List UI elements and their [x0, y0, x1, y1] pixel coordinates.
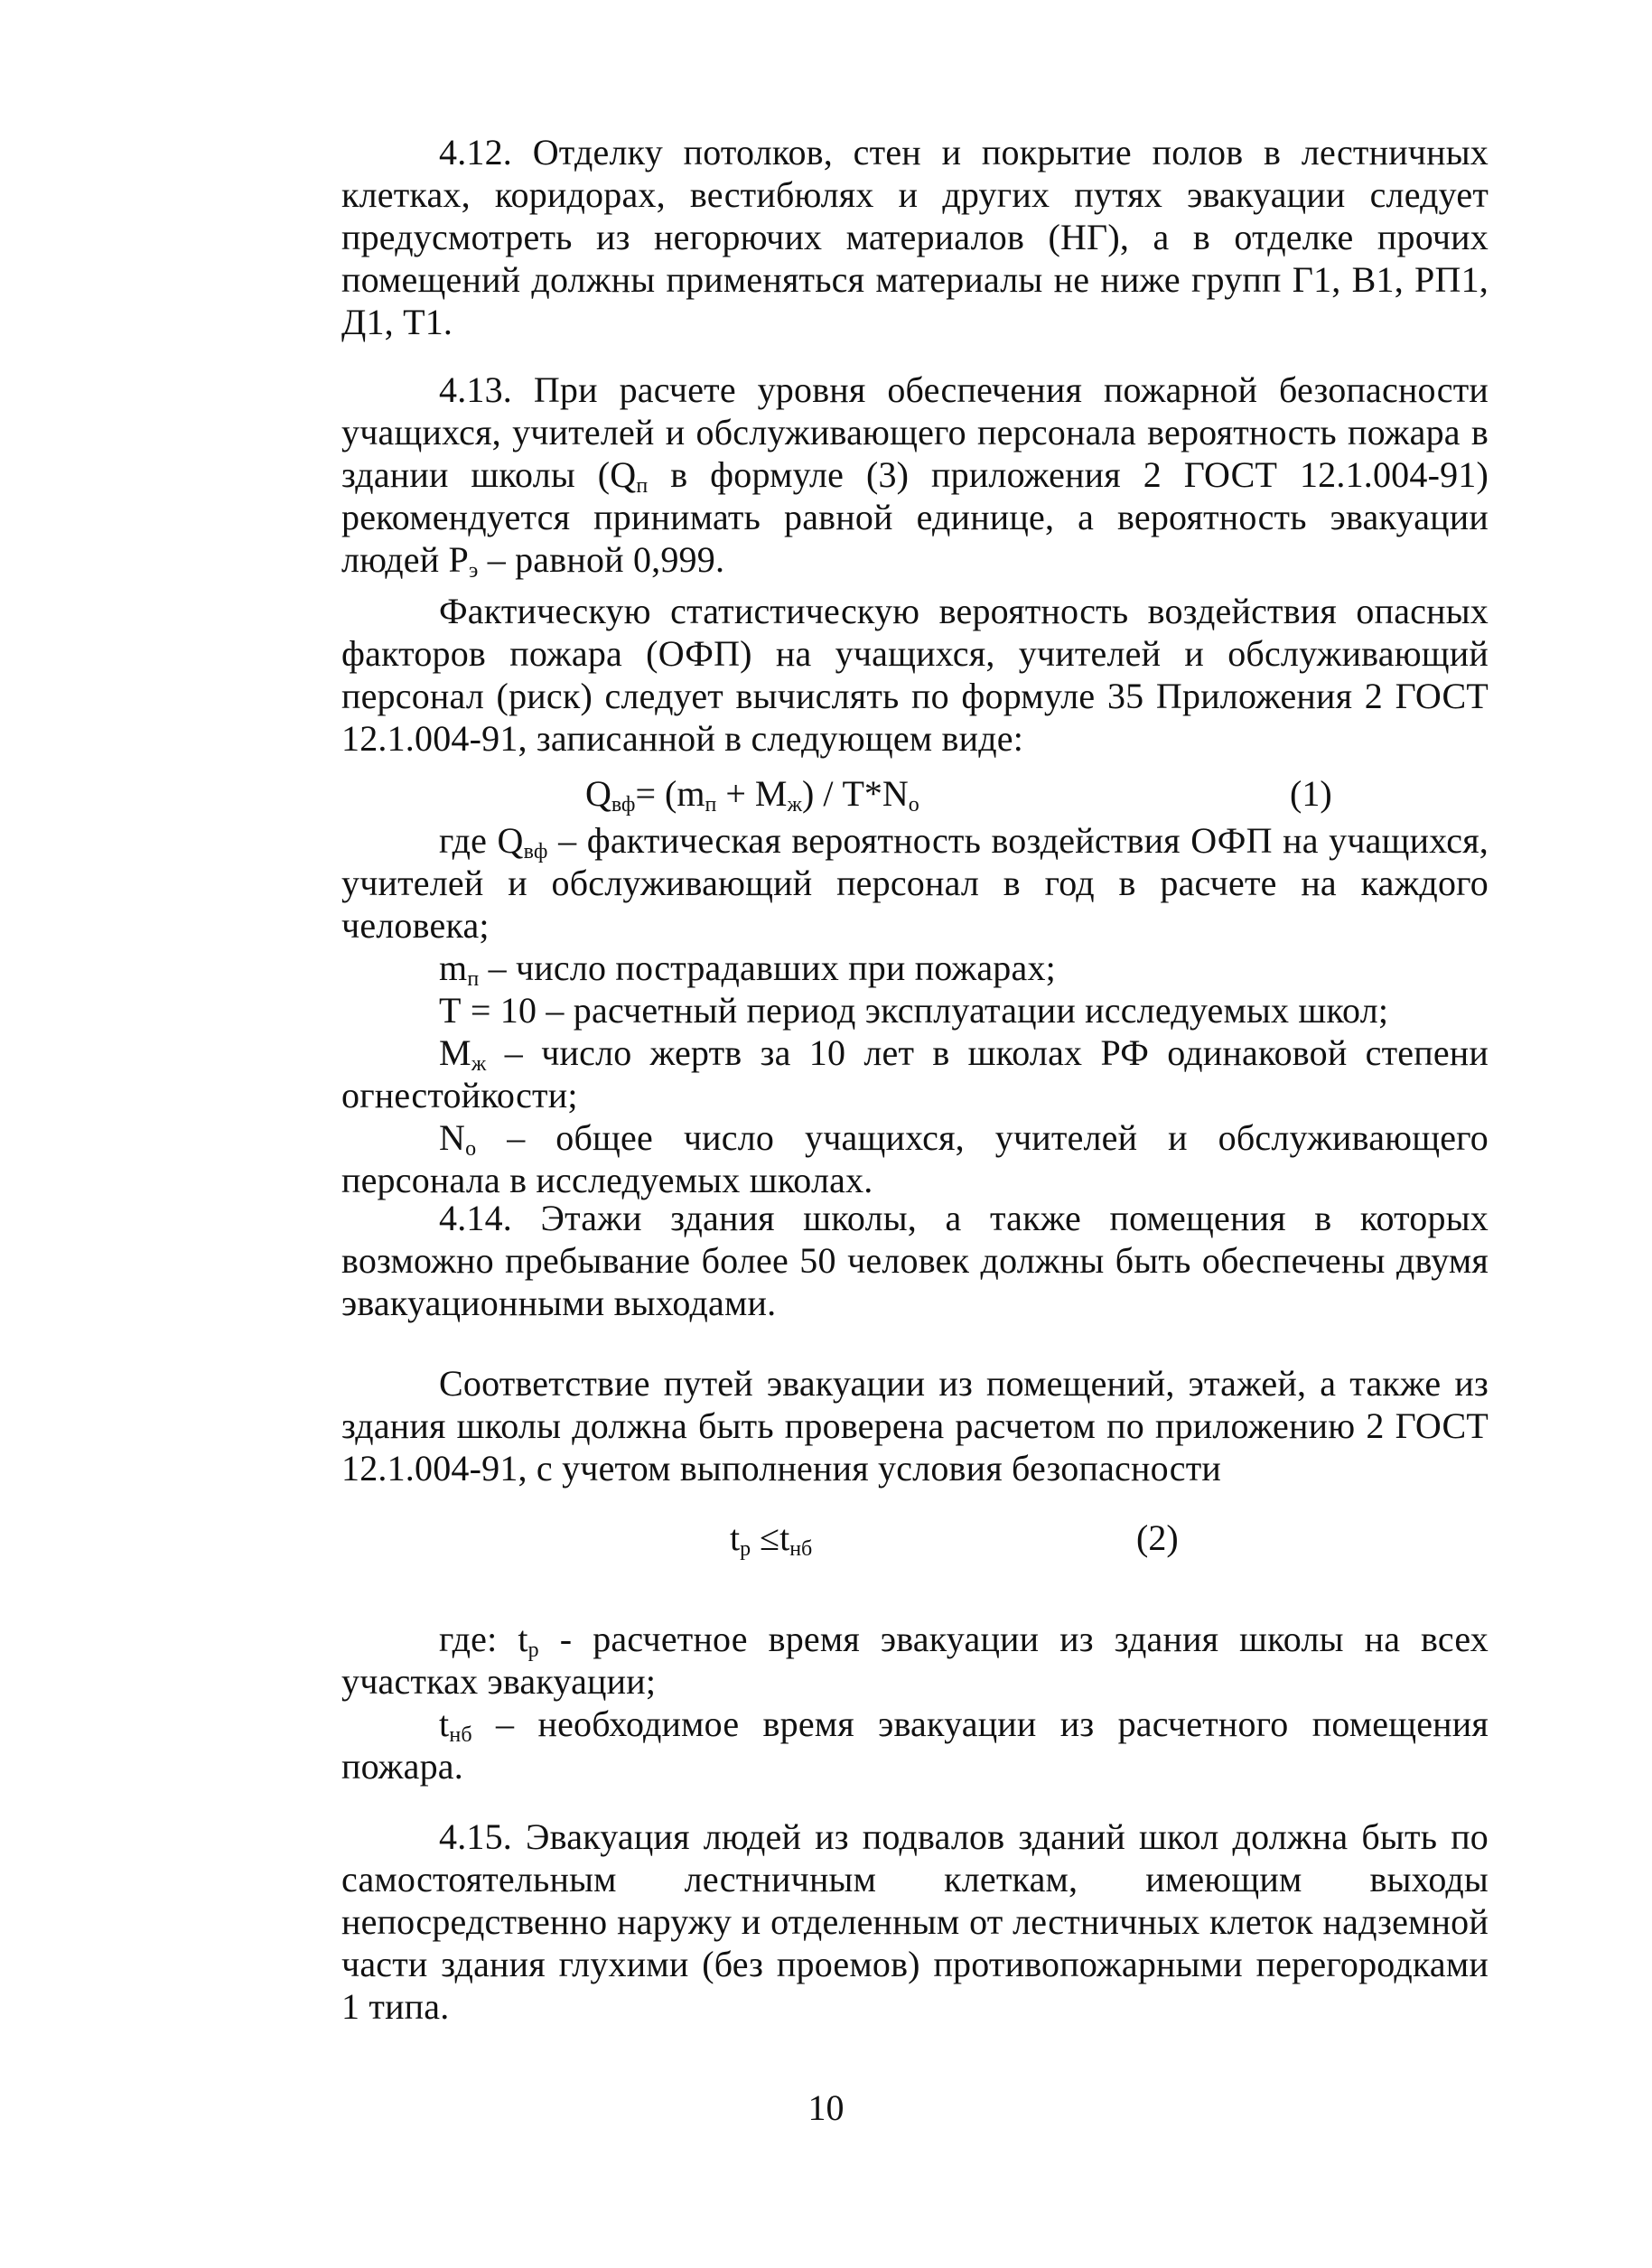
formula-2 [341, 1513, 1489, 1563]
formula-2-where-tnb: $t_{нб}$ – необходимое время эвакуации из расчетного помещения пожара. [341, 1703, 1489, 1787]
section-4-15-text: 4.15. Эвакуация людей из подвалов зданий школ должна быть по самостоятельным лестничным клеткам, имеющим выходы непосредственно наружу и отделенным от лестничных клеток надземной части здания глухими (без проемов) противопожарными перегородками 1 типа. [341, 1816, 1489, 2027]
section-4-12 [341, 131, 1489, 343]
section-4-13 [341, 369, 1489, 1201]
formula-1 [341, 769, 1489, 819]
formula-2-where-tp: где: $t_р$ - расчетное время эвакуации из здания школы на всех участках эвакуации; [341, 1619, 1489, 1702]
section-4-13-paragraph-1: 4.13. При расчете уровня обеспечения пожарной безопасности учащихся, учителей и обслуживающего персонала вероятность пожара в здании школы ($Q_п$ в формуле (3) приложения 2 ГОСТ 12.1.004-91) рекомендуется принимать равной единице, а вероятность эвакуации людей $Р_э$ – равной 0,999. [341, 369, 1489, 583]
formula-2-number: (2) [1136, 1517, 1179, 1558]
formula-1-number: (1) [1290, 773, 1332, 814]
page-number: 10 [807, 2087, 845, 2128]
section-4-15 [341, 1815, 1489, 2028]
definition-N: $N_о$ – общее число учащихся, учителей и обслуживающего персонала в исследуемых школах. [341, 1117, 1489, 1200]
section-4-14-paragraph-2: Соответствие путей эвакуации из помещений, этажей, а также из здания школы должна быть проверена расчетом по приложению 2 ГОСТ 12.1.004-91, с учетом выполнения условия безопасности [341, 1363, 1489, 1489]
formula-2-expression: $t_р \le t_{нб}$ [730, 1517, 813, 1561]
formula-1-expression: $Q_{вф}= (m_п + M_ж) / T*N_о$ [585, 773, 919, 817]
definition-t: Т = 10 – расчетный период эксплуатации исследуемых школ; [439, 990, 1389, 1031]
section-4-12-text: 4.12. Отделку потолков, стен и покрытие полов в лестничных клетках, коридорах, вестибюлях и других путях эвакуации следует предусмотреть из негорючих материалов (НГ), а в отделке прочих помещений должны применяться материалы не ниже групп Г1, В1, РП1, Д1, Т1. [341, 132, 1489, 342]
section-4-14 [341, 1197, 1489, 1787]
formula-1-where-clause: где $Q_{вф}$ – фактическая вероятность воздействия ОФП на учащихся, учителей и обслуживающий персонал в год в расчете на каждого человека; [341, 820, 1489, 946]
section-4-14-paragraph-1: 4.14. Этажи здания школы, а также помещения в которых возможно пребывание более 50 человек должны быть обеспечены двумя эвакуационными выходами. [341, 1198, 1489, 1323]
definition-m: $m_п$ – число пострадавших при пожарах; [439, 947, 1056, 991]
section-4-13-paragraph-2: Фактическую статистическую вероятность воздействия опасных факторов пожара (ОФП) на учащихся, учителей и обслуживающий персонал (риск) следует вычислять по формуле 35 Приложения 2 ГОСТ 12.1.004-91, записанной в следующем виде: [341, 591, 1489, 759]
definition-M: $М_ж$ – число жертв за 10 лет в школах РФ одинаковой степени огнестойкости; [341, 1032, 1489, 1115]
